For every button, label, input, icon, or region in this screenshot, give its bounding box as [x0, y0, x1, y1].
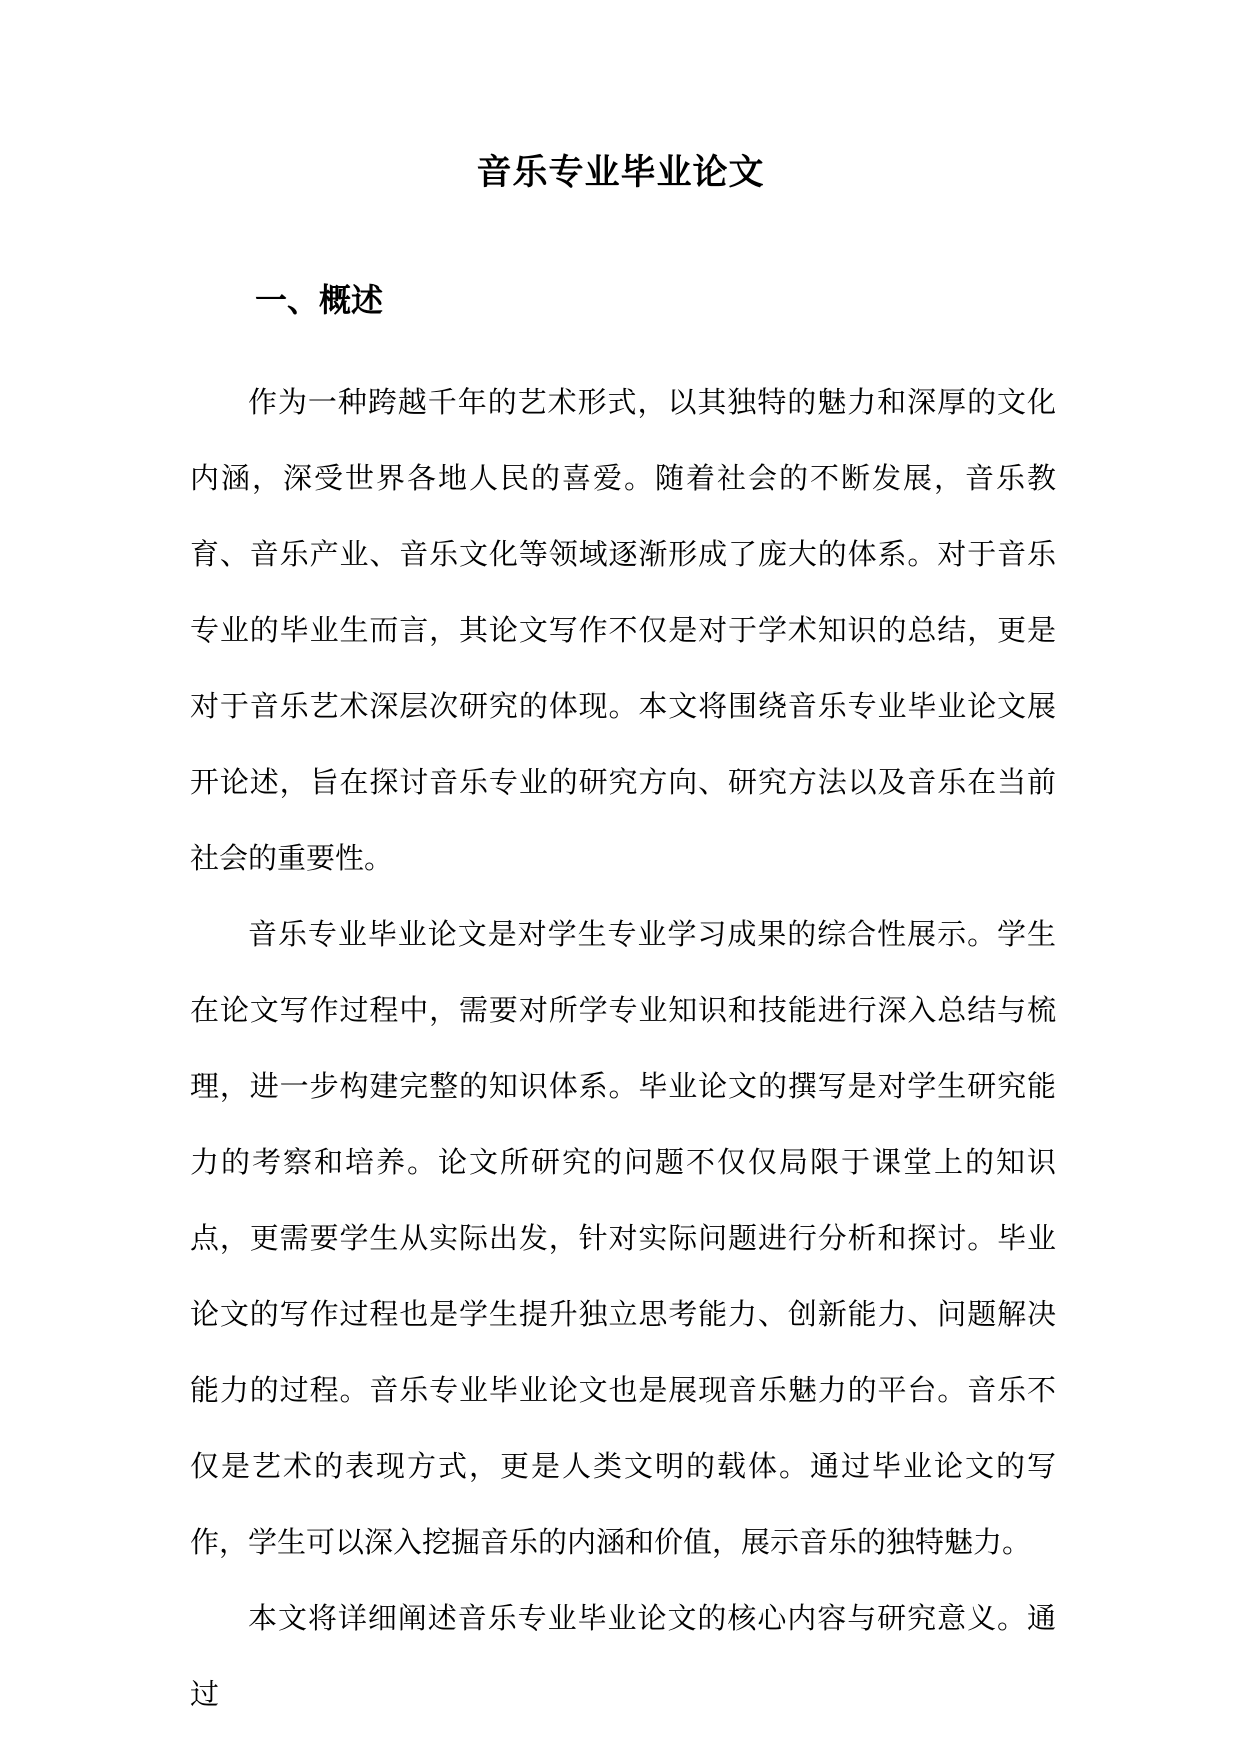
paragraph-3: 本文将详细阐述音乐专业毕业论文的核心内容与研究意义。通过 [190, 1601, 1056, 1711]
paragraph-2: 音乐专业毕业论文是对学生专业学习成果的综合性展示。学生在论文写作过程中，需要对所学专业知识和技能进行深入总结与梳理，进一步构建完整的知识体系。毕业论文的撰写是对学生研究能力的考察和培养。论文所研究的问题不仅仅局限于课堂上的知识点，更需要学生从实际出发，针对实际问题进行分析和探讨。毕业论文的写作过程也是学生提升独立思考能力、创新能力、问题解决能力的过程。音乐专业毕业论文也是展现音乐魅力的平台。音乐不仅是艺术的表现方式，更是人类文明的载体。通过毕业论文的写作，学生可以深入挖掘音乐的内涵和价值，展示音乐的独特魅力。 [190, 917, 1056, 1559]
body-text [190, 364, 1056, 1732]
document-title: 音乐专业毕业论文 [476, 153, 765, 193]
section-heading-overview: 一、概述 [255, 281, 384, 319]
paragraph-1: 作为一种跨越千年的艺术形式，以其独特的魅力和深厚的文化内涵，深受世界各地人民的喜爱。随着社会的不断发展，音乐教育、音乐产业、音乐文化等领域逐渐形成了庞大的体系。对于音乐专业的毕业生而言，其论文写作不仅是对于学术知识的总结，更是对于音乐艺术深层次研究的体现。本文将围绕音乐专业毕业论文展开论述，旨在探讨音乐专业的研究方向、研究方法以及音乐在当前社会的重要性。 [190, 385, 1056, 875]
